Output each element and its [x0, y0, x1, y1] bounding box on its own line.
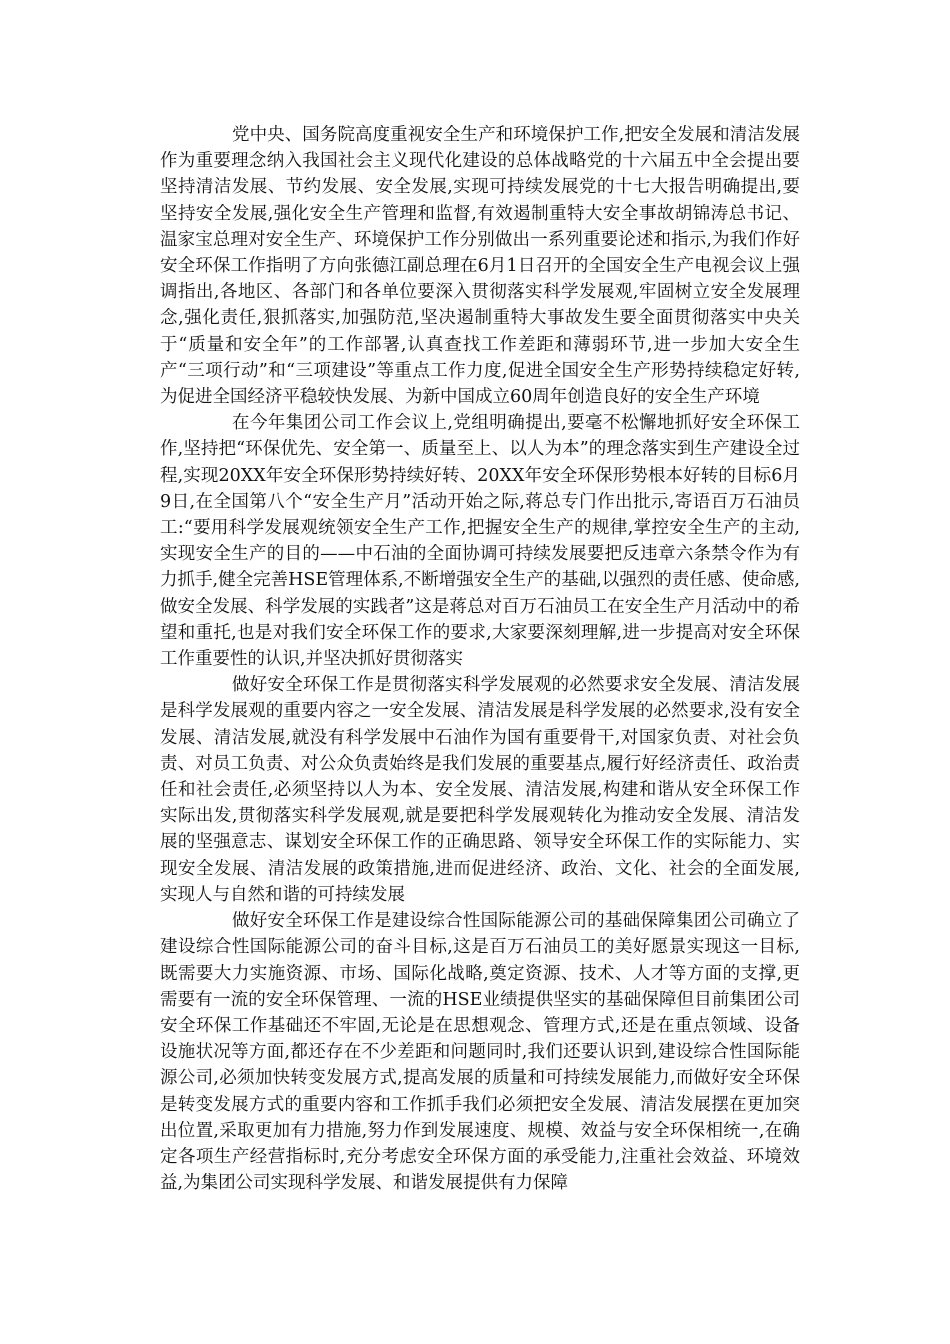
paragraph-2: 在今年集团公司工作会议上,党组明确提出,要毫不松懈地抓好安全环保工作,坚持把“环保优先、安全第一、质量至上、以人为本”的理念落实到生产建设全过程,实现20XX年安全环保形势持续好转、20XX年安全环保形势根本好转的目标6月9日,在全国第八个“安全生产月”活动开始之际,蒋总专门作出批示,寄语百万石油员工:“要用科学发展观统领安全生产工作,把握安全生产的规律,掌控安全生产的主动,实现安全生产的目的——中石油的全面协调可持续发展要把反违章六条禁令作为有力抓手,健全完善HSE管理体系,不断增强安全生产的基础,以强烈的责任感、使命感,做安全发展、科学发展的实践者”这是蒋总对百万石油员工在安全生产月活动中的希望和重托,也是对我们安全环保工作的要求,大家要深刻理解,进一步提高对安全环保工作重要性的认识,并坚决抓好贯彻落实	[160, 413, 800, 670]
paragraph-1: 党中央、国务院高度重视安全生产和环境保护工作,把安全发展和清洁发展作为重要理念纳入我国社会主义现代化建设的总体战略党的十六届五中全会提出要坚持清洁发展、节约发展、安全发展,实现可持续发展党的十七大报告明确提出,要坚持安全发展,强化安全生产管理和监督,有效遏制重特大安全事故胡锦涛总书记、温家宝总理对安全生产、环境保护工作分别做出一系列重要论述和指示,为我们作好安全环保工作指明了方向张德江副总理在6月1日召开的全国安全生产电视会议上强调指出,各地区、各部门和各单位要深入贯彻落实科学发展观,牢固树立安全发展理念,强化责任,狠抓落实,加强防范,坚决遏制重特大事故发生要全面贯彻落实中央关于“质量和安全年”的工作部署,认真查找工作差距和薄弱环节,进一步加大安全生产“三项行动”和“三项建设”等重点工作力度,促进全国安全生产形势持续稳定好转,为促进全国经济平稳较快发展、为新中国成立60周年创造良好的安全生产环境	[160, 125, 800, 408]
document-body	[160, 122, 800, 1196]
paragraph-4: 做好安全环保工作是建设综合性国际能源公司的基础保障集团公司确立了建设综合性国际能源公司的奋斗目标,这是百万石油员工的美好愿景实现这一目标,既需要大力实施资源、市场、国际化战略,奠定资源、技术、人才等方面的支撑,更需要有一流的安全环保管理、一流的HSE业绩提供坚实的基础保障但目前集团公司安全环保工作基础还不牢固,无论是在思想观念、管理方式,还是在重点领域、设备设施状况等方面,都还存在不少差距和问题同时,我们还要认识到,建设综合性国际能源公司,必须加快转变发展方式,提高发展的质量和可持续发展能力,而做好安全环保是转变发展方式的重要内容和工作抓手我们必须把安全发展、清洁发展摆在更加突出位置,采取更加有力措施,努力作到发展速度、规模、效益与安全环保相统一,在确定各项生产经营指标时,充分考虑安全环保方面的承受能力,注重社会效益、环境效益,为集团公司实现科学发展、和谐发展提供有力保障	[160, 911, 800, 1194]
paragraph-3: 做好安全环保工作是贯彻落实科学发展观的必然要求安全发展、清洁发展是科学发展观的重要内容之一安全发展、清洁发展是科学发展的必然要求,没有安全发展、清洁发展,就没有科学发展中石油作为国有重要骨干,对国家负责、对社会负责、对员工负责、对公众负责始终是我们发展的重要基点,履行好经济责任、政治责任和社会责任,必须坚持以人为本、安全发展、清洁发展,构建和谐从安全环保工作实际出发,贯彻落实科学发展观,就是要把科学发展观转化为推动安全发展、清洁发展的坚强意志、谋划安全环保工作的正确思路、领导安全环保工作的实际能力、实现安全发展、清洁发展的政策措施,进而促进经济、政治、文化、社会的全面发展,实现人与自然和谐的可持续发展	[160, 675, 800, 905]
